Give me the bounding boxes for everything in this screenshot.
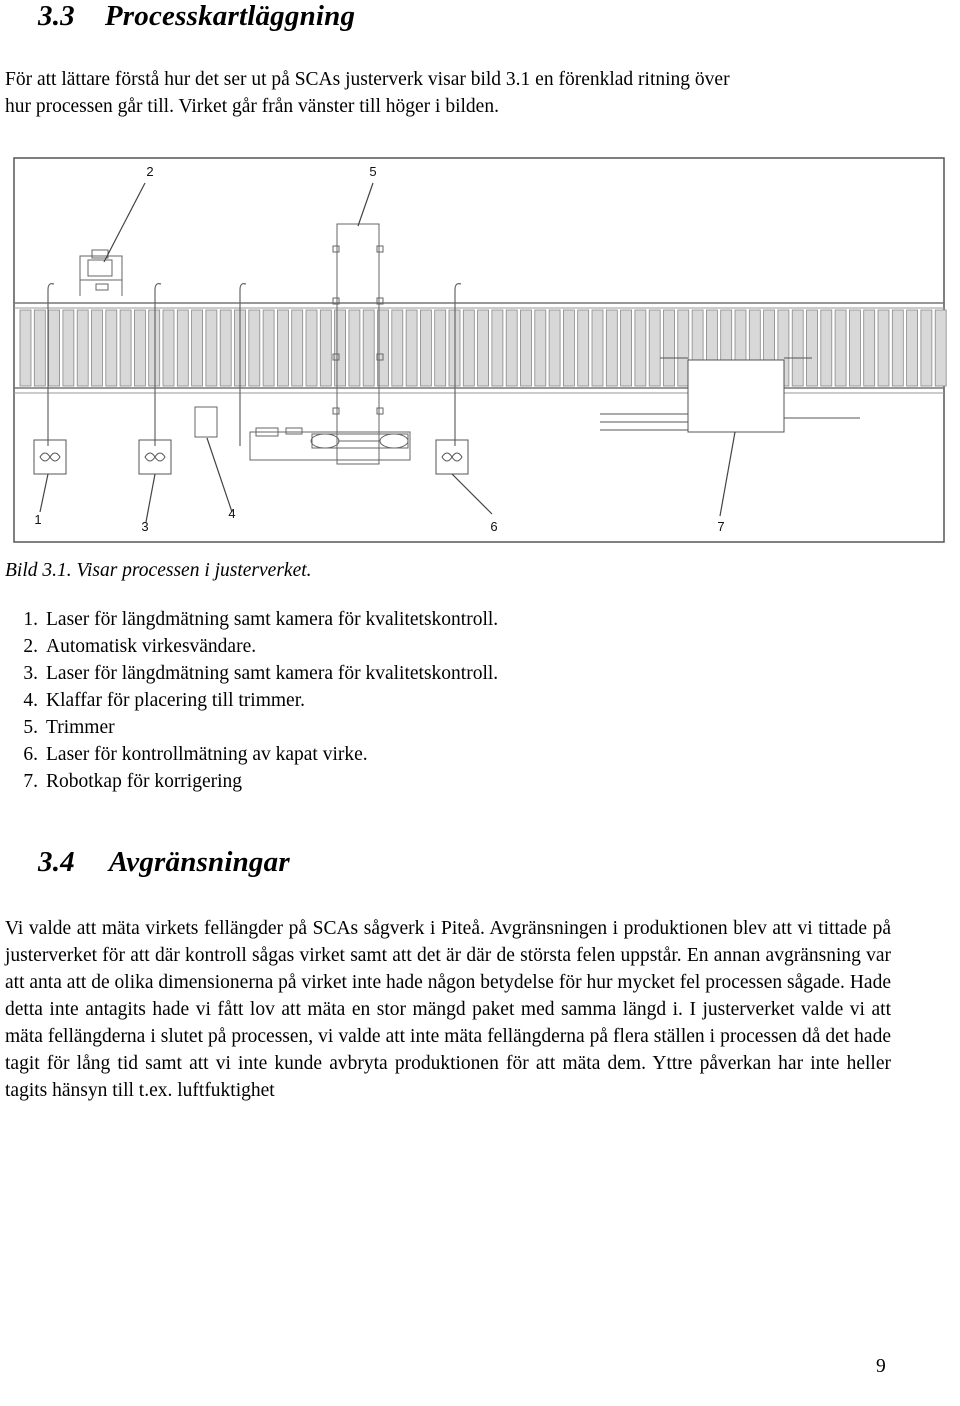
conveyor-slat — [535, 310, 546, 386]
conveyor-slat — [206, 310, 217, 386]
section-number: 3.4 — [38, 846, 75, 878]
conveyor-slat — [220, 310, 231, 386]
conveyor-slat — [792, 310, 803, 386]
conveyor-slat — [277, 310, 288, 386]
legend-item-number: 2. — [23, 636, 38, 657]
conveyor-slat — [363, 310, 374, 386]
conveyor-slat — [921, 310, 932, 386]
leader-line-5 — [358, 183, 373, 226]
conveyor-slat — [492, 310, 503, 386]
section-title: Processkartläggning — [104, 0, 356, 32]
legend-item — [0, 606, 900, 633]
legend-item-text: Laser för längdmätning samt kamera för kvalitetskontroll. — [46, 609, 499, 630]
conveyor-slat — [578, 310, 589, 386]
conveyor-slat — [263, 310, 274, 386]
conveyor-slat — [106, 310, 117, 386]
legend-item-number: 6. — [23, 744, 38, 765]
conveyor-slat — [478, 310, 489, 386]
conveyor-slat — [907, 310, 918, 386]
process-diagram — [0, 150, 960, 550]
figure-caption: Bild 3.1. Visar processen i justerverket. — [5, 560, 312, 581]
conveyor-slat — [664, 310, 675, 386]
conveyor-slat — [807, 310, 818, 386]
conveyor-slat — [92, 310, 103, 386]
conveyor-slat — [349, 310, 360, 386]
conveyor-slat — [392, 310, 403, 386]
section-heading-3-4 — [38, 846, 290, 879]
legend-item-text: Trimmer — [46, 717, 115, 738]
conveyor-slat — [420, 310, 431, 386]
conveyor-slat — [292, 310, 303, 386]
conveyor-slat — [120, 310, 131, 386]
conveyor-slat — [649, 310, 660, 386]
conveyor-slat — [20, 310, 31, 386]
intro-line-2: hur processen går till. Virket går från vänster till höger i bilden. — [5, 96, 499, 117]
section-heading-3-3 — [38, 0, 355, 33]
conveyor-slat — [864, 310, 875, 386]
conveyor-slat — [463, 310, 474, 386]
legend-list — [0, 606, 900, 795]
conveyor-slat — [678, 310, 689, 386]
leader-line-3 — [146, 474, 155, 522]
conveyor-slat — [134, 310, 145, 386]
conveyor-slat — [506, 310, 517, 386]
legend-item-text: Laser för kontrollmätning av kapat virke. — [46, 744, 368, 765]
legend-item-text: Robotkap för korrigering — [46, 771, 243, 792]
legend-item-text: Klaffar för placering till trimmer. — [46, 690, 306, 711]
conveyor-slat — [835, 310, 846, 386]
section-number: 3.3 — [38, 0, 75, 32]
conveyor-slat — [63, 310, 74, 386]
conveyor-slat — [821, 310, 832, 386]
legend-item-text: Laser för längdmätning samt kamera för kvalitetskontroll. — [46, 663, 499, 684]
conveyor-slat — [149, 310, 160, 386]
conveyor-slat — [606, 310, 617, 386]
leader-line-4 — [207, 438, 232, 512]
conveyor-slat — [34, 310, 45, 386]
figure-label-3: 3 — [141, 519, 149, 534]
conveyor-slat — [635, 310, 646, 386]
conveyor-slat — [892, 310, 903, 386]
section-title: Avgränsningar — [108, 846, 290, 878]
legend-item-number: 4. — [23, 690, 38, 711]
legend-item-number: 1. — [23, 609, 38, 630]
conveyor-slat — [77, 310, 88, 386]
virkesvandare-unit — [80, 250, 122, 296]
conveyor-slats — [20, 310, 946, 386]
intro-line-1: För att lättare förstå hur det ser ut på SCAs justerverk visar bild 3.1 en förenklad ritning över — [5, 69, 730, 90]
legend-item — [0, 768, 900, 795]
laser-unit-6 — [436, 440, 468, 474]
legend-item-number: 7. — [23, 771, 38, 792]
legend-item — [0, 714, 900, 741]
legend-item — [0, 660, 900, 687]
conveyor-slat — [935, 310, 946, 386]
figure-label-5: 5 — [369, 164, 377, 179]
conveyor-slat — [320, 310, 331, 386]
figure-label-2: 2 — [146, 164, 154, 179]
conveyor-slat — [878, 310, 889, 386]
laser-unit-1 — [34, 440, 66, 474]
figure-label-4: 4 — [228, 506, 236, 521]
conveyor-slat — [621, 310, 632, 386]
conveyor-slat — [849, 310, 860, 386]
figure-label-1: 1 — [34, 512, 42, 527]
leader-line-1 — [40, 474, 48, 512]
legend-item-number: 5. — [23, 717, 38, 738]
conveyor-slat — [406, 310, 417, 386]
legend-item-number: 3. — [23, 663, 38, 684]
legend-item-text: Automatisk virkesvändare. — [46, 636, 257, 657]
leader-line-2 — [104, 183, 145, 262]
conveyor-slat — [49, 310, 60, 386]
conveyor-slat — [249, 310, 260, 386]
leader-line-7 — [720, 432, 735, 516]
legend-item — [0, 687, 900, 714]
avgransningar-paragraph: Vi valde att mäta virkets fellängder på SCAs sågverk i Piteå. Avgränsningen i produktionen blev att vi tittade på justerverket för att där kontroll sågas virket samt att det är där de största felen uppstår. En annan avgränsning var att anta att de olika dimensionerna på virket inte hade någon betydelse för hur mycket fel processen sågade. Hade detta inte antagits hade vi fått lov att mäta en stor mängd paket med samma längd i. I justerverket valde vi att mäta fellängderna i slutet på processen, vi valde att inte mäta fellängderna på flera ställen i processen då det hade tagit för lång tid samt att vi inte kunde avbryta produktionen för att mäta dem. Yttre påverkan har inte heller tagits hänsyn till t.ex. luftfuktighet — [5, 918, 891, 1101]
conveyor-slat — [549, 310, 560, 386]
conveyor-slat — [306, 310, 317, 386]
figure-label-6: 6 — [490, 519, 498, 534]
conveyor-slat — [563, 310, 574, 386]
page-number: 9 — [876, 1356, 886, 1377]
legend-item — [0, 633, 900, 660]
conveyor-slat — [521, 310, 532, 386]
conveyor-slat — [163, 310, 174, 386]
conveyor-slat — [435, 310, 446, 386]
klaffar-box — [195, 407, 217, 437]
leader-line-6 — [452, 474, 492, 514]
conveyor-slat — [177, 310, 188, 386]
conveyor-slat — [335, 310, 346, 386]
legend-item — [0, 741, 900, 768]
intro-paragraph — [5, 66, 955, 120]
conveyor-slat — [192, 310, 203, 386]
figure-label-7: 7 — [717, 519, 725, 534]
saw-assembly — [250, 428, 410, 460]
conveyor-slat — [592, 310, 603, 386]
